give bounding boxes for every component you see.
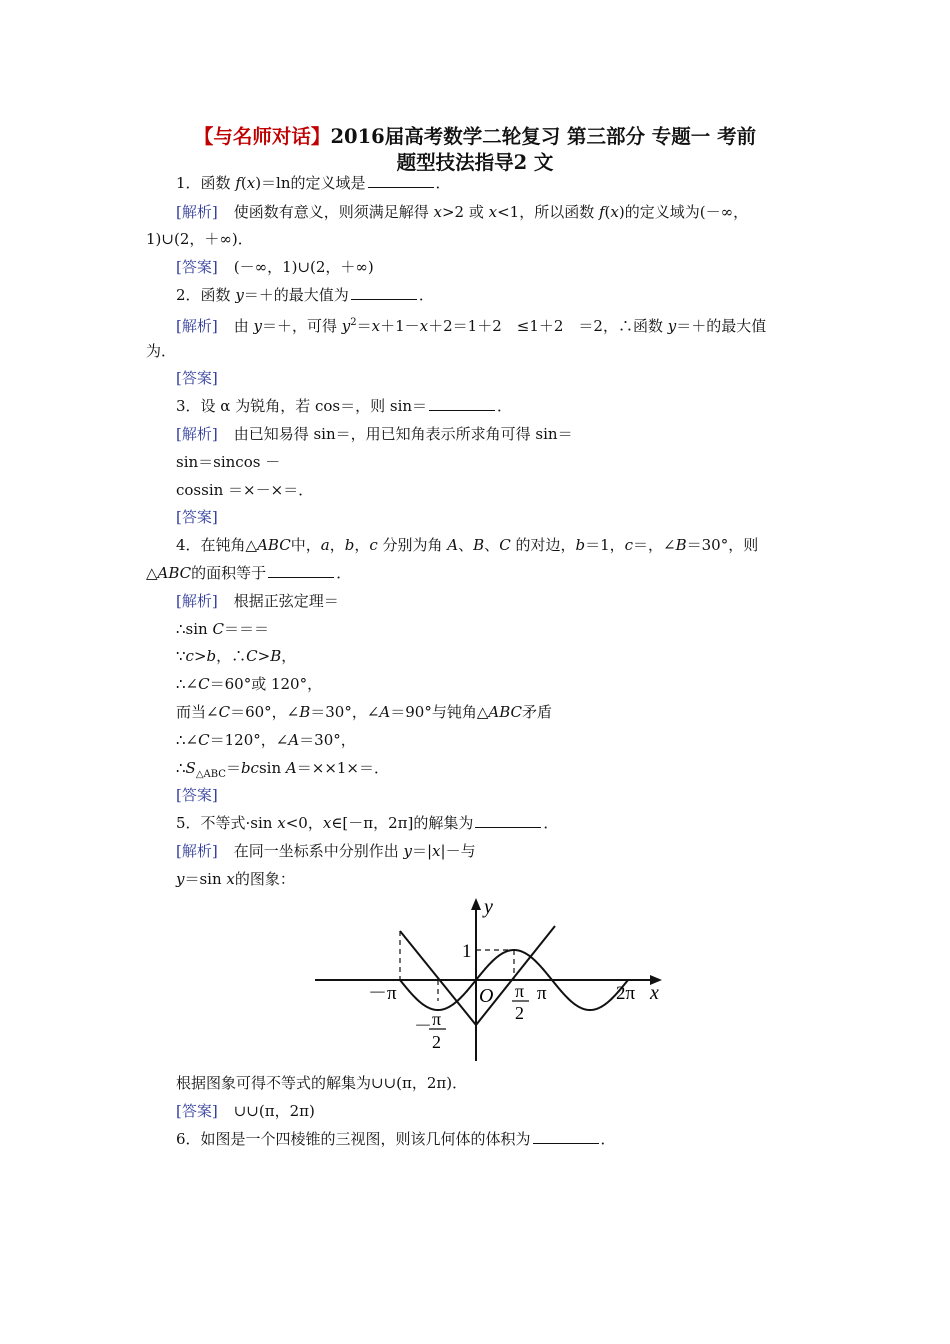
q4-step-4: 而当∠C＝60°，∠B＝30°，∠A＝90°与钝角△ABC矛盾 [176, 703, 553, 721]
analysis-tag: [解析] [176, 425, 218, 443]
q4-answer [176, 785, 234, 805]
analysis-tag: [解析] [176, 592, 218, 610]
doc-title-line2: 题型技法指导2 文 [396, 151, 554, 174]
doc-title [120, 124, 830, 150]
q2-analysis: [解析] 由 y＝＋，可得 $y^2=x+1-x+2=1+2$ ≤1＋2 ＝2，∴函数 y＝＋的最大值 [176, 317, 767, 335]
y-axis-arrow [471, 898, 481, 910]
title-bracket: 【与名师对话】 [193, 125, 331, 148]
q5-analysis: [解析] 在同一坐标系中分别作出 y＝|x|－与 [176, 842, 476, 860]
q4-analysis: [解析] 根据正弦定理＝ [176, 592, 339, 610]
svg-text:π: π [515, 981, 525, 1001]
q1-analysis: [解析] 使函数有意义，则须满足解得 x>2 或 x<1，所以函数 f(x)的定义域为(－∞， [176, 203, 749, 221]
q4-stem-cont: △ABC的面积等于 ． [146, 564, 352, 582]
answer-blank [351, 285, 417, 300]
two-pi-label: 2π [616, 983, 636, 1004]
q1-stem: 1．函数 f(x)＝ln的定义域是 ． [176, 174, 451, 192]
origin-label: O [479, 985, 494, 1007]
q2-stem: 2．函数 y＝＋的最大值为 ． [176, 286, 434, 304]
x-axis-label: x [650, 982, 659, 1004]
q3-step-1: sin＝sincos － [176, 453, 281, 471]
y-one-label: 1 [462, 941, 472, 962]
analysis-tag: [解析] [176, 842, 218, 860]
q4-step-5: ∴∠C＝120°，∠A＝30°， [176, 731, 356, 749]
abs-curve [400, 926, 555, 1025]
svg-text:－: － [414, 1016, 432, 1036]
analysis-tag: [解析] [176, 317, 218, 335]
answer-tag: [答案] [176, 786, 218, 804]
answer-blank [268, 563, 334, 578]
q3-step-2: cossin ＝×－×＝． [176, 481, 314, 499]
y-axis-label: y [484, 896, 493, 918]
pi-label: π [537, 983, 547, 1004]
answer-tag: [答案] [176, 508, 218, 526]
q2-analysis-cont: 为． [146, 342, 177, 360]
title-main: 2016届高考数学二轮复习 第三部分 专题一 考前 [330, 125, 757, 148]
svg-text:2: 2 [515, 1003, 524, 1023]
neg-pi-label: －π [368, 983, 397, 1004]
q6-stem: 6．如图是一个四棱锥的三视图，则该几何体的体积为 ． [176, 1130, 616, 1148]
q5-analysis-cont: y＝sin x的图象： [176, 870, 295, 888]
answer-tag: [答案] [176, 258, 218, 276]
dashed-guides [400, 931, 514, 1001]
q3-stem: 3．设 α 为锐角，若 cos＝，则 sin＝ ． [176, 397, 513, 415]
answer-tag: [答案] [176, 1102, 218, 1120]
function-graph [310, 893, 670, 1065]
q5-answer: [答案] ∪∪(π，2π) [176, 1102, 315, 1120]
q2-answer [176, 368, 234, 388]
q4-stem: 4．在钝角△ABC中，a，b，c 分别为角 A、B、C 的对边，b＝1，c＝，∠B＝30°，则 [176, 536, 759, 554]
answer-blank [429, 396, 495, 411]
q3-analysis: [解析] 由已知易得 sin＝，用已知角表示所求角可得 sin＝ [176, 425, 573, 443]
answer-tag: [答案] [176, 369, 218, 387]
q5-conclusion: 根据图象可得不等式的解集为∪∪(π，2π)． [176, 1074, 468, 1092]
q4-step-1: ∴sin C＝＝＝ [176, 620, 269, 638]
answer-blank [368, 173, 434, 188]
neg-half-pi-label [414, 1009, 446, 1052]
answer-blank [475, 813, 541, 828]
q1-answer: [答案] (－∞，1)∪(2，＋∞) [176, 258, 374, 276]
answer-blank [533, 1129, 599, 1144]
q4-step-2: ∵c>b，∴C>B， [176, 647, 297, 665]
q4-step-3: ∴∠C＝60°或 120°， [176, 675, 323, 693]
q4-step-6: $\therefore S_{\triangle ABC}=bcsin$ A＝××1×＝． [176, 759, 389, 780]
svg-text:2: 2 [432, 1032, 441, 1052]
q5-stem: 5．不等式·sin x<0，x∈[－π，2π]的解集为 ． [176, 814, 559, 832]
half-pi-label [512, 981, 529, 1023]
q3-answer [176, 507, 234, 527]
svg-text:π: π [432, 1009, 442, 1029]
q1-analysis-cont: 1)∪(2，＋∞)． [146, 230, 253, 248]
analysis-tag: [解析] [176, 203, 218, 221]
axes [315, 903, 658, 1061]
